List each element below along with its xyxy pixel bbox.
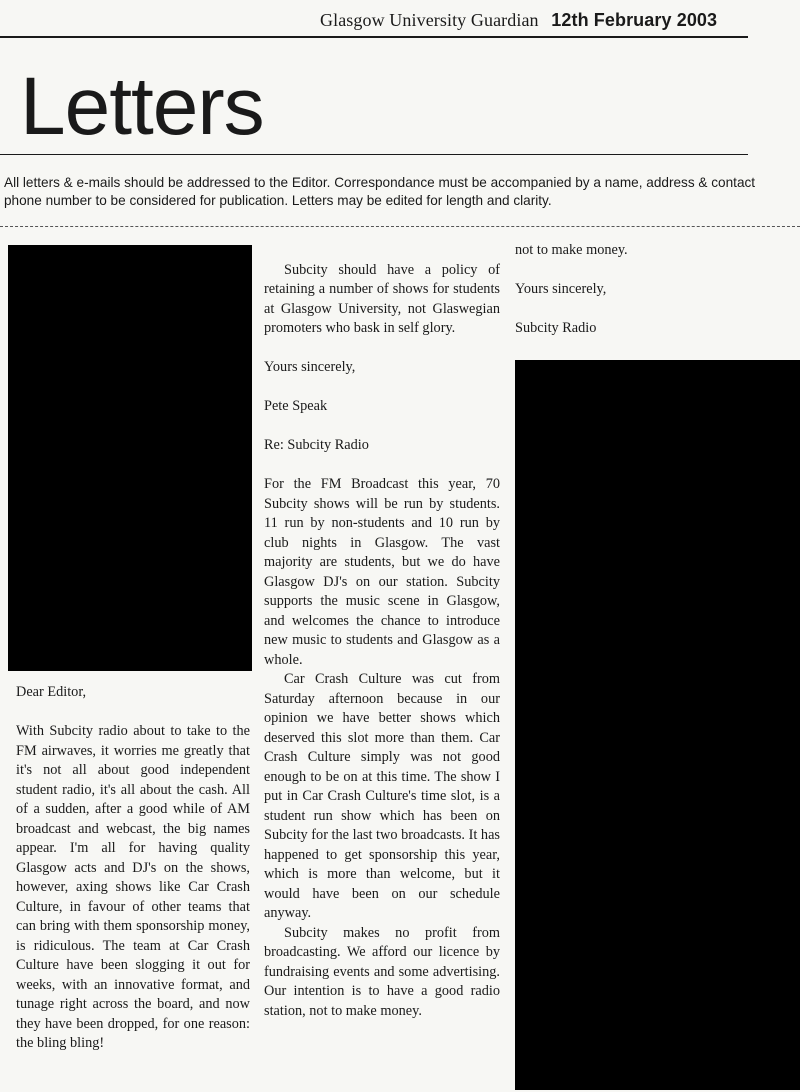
publication-name: Glasgow University Guardian [320,10,539,30]
letter1-paragraph-1: With Subcity radio about to take to the FM airwaves, it worries me greatly that it's not all about good independent student radio, it's all about the cash. All of a sudden, after a good while of AM broadcast and webcast, the big names appear. I'm all for having quality Glasgow acts and DJ's on the shows, however, axing shows like Car Crash Culture, in favour of other teams that can bring with them sponsorship money, is ridiculous. The team at Car Crash Culture have been slogging it out for weeks, with an innovative format, and tunage right across the board, and now they have been dropped, for one reason: the bling bling! [16,723,250,1051]
letter2-closing-line: not to make money. [515,242,628,258]
letter2-paragraph-3: Subcity makes no profit from broadcasting. We afford our licence by fundraising events and some advertising. Our intention is to have a good radio station, not to make money. [264,924,500,1019]
title-rule [0,154,748,155]
letter2-p3-clip [264,924,500,1041]
letter2-signature: Subcity Radio [515,320,597,336]
redacted-image-left [8,245,252,671]
column-1 [16,683,250,1092]
letter2-paragraph-2: Car Crash Culture was cut from Saturday afternoon because in our opinion we have better shows which deserved this slot more than them. Car Crash Culture simply was not good enough to be on at this time. The show I put in Car Crash Culture's time slot, is a student run show which has been on Subcity for the last two broadcasts. It has happened to get sponsorship this year, which is more than welcome, but it would have been on our schedule anyway. [264,671,500,921]
letter1-paragraph-2: Subcity should have a policy of retaining a number of shows for students at Glasgow University, not Glaswegian promoters who bask in self glory. [264,261,500,336]
letter1-signoff: Yours sincerely, [264,359,356,375]
masthead-rule [0,36,748,38]
column-2 [264,241,500,1041]
letter1-signature: Pete Speak [264,398,328,414]
column-3 [515,241,715,339]
letter1-p1-continuation [264,241,500,261]
intro-rule [0,226,800,227]
letter2-signoff: Yours sincerely, [515,281,607,297]
issue-date: 12th February 2003 [551,10,718,30]
redacted-image-right [515,360,800,1090]
letter1-salutation: Dear Editor, [16,684,87,700]
letter2-heading: Re: Subcity Radio [264,437,369,453]
letter2-paragraph-1: For the FM Broadcast this year, 70 Subcity shows will be run by students. 11 run by non-students and 10 run by club nights in Glasgow. The vast majority are students, but we do have Glasgow DJ's on our station. Subcity supports the music scene in Glasgow, and welcomes the chance to introduce new music to students and Glasgow as a whole. [264,476,500,668]
section-title: Letters [20,61,264,152]
masthead [320,10,760,31]
letter1-p1-clip [16,722,250,1092]
intro-note: All letters & e-mails should be addressed to the Editor. Correspondance must be accompanied by a name, address & contact phone number to be considered for publication. Letters may be edited for length and clarity. [4,175,756,208]
